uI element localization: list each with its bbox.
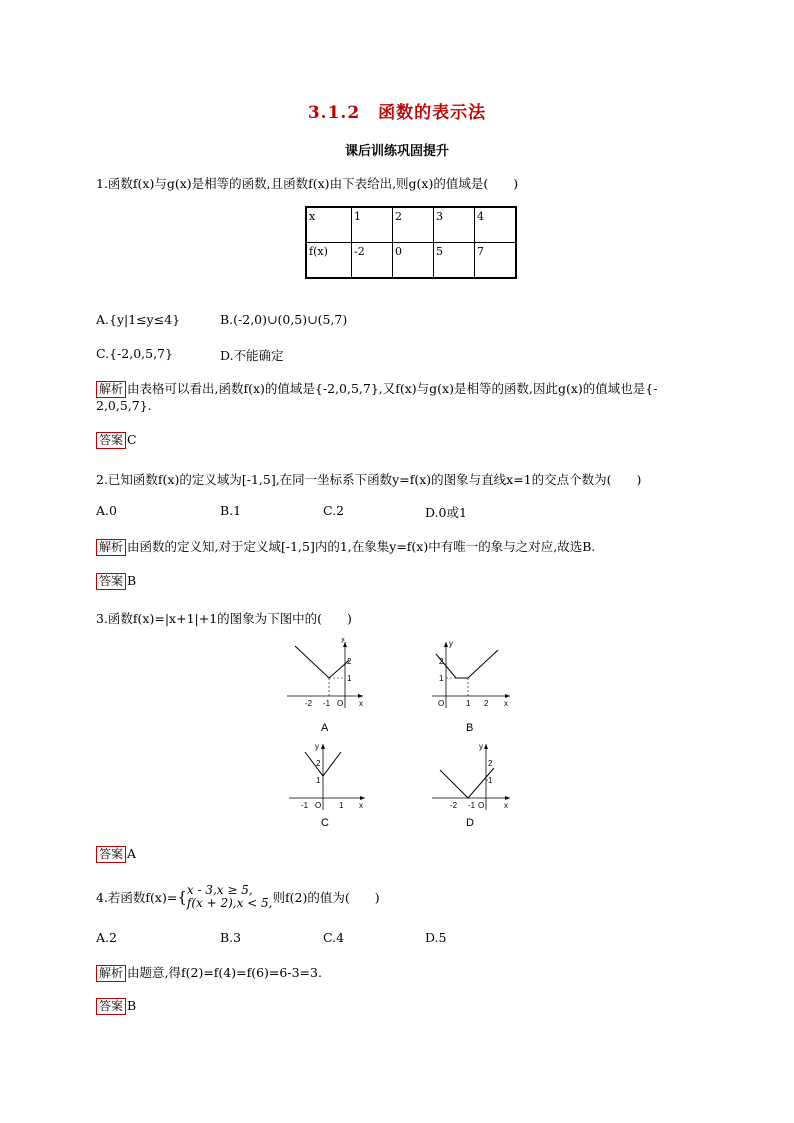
graph-b-x-label: x <box>504 699 508 708</box>
graph-d-origin: O <box>478 801 485 810</box>
table-row <box>306 243 516 279</box>
q4-option-a: A.2 <box>96 930 117 945</box>
analysis-tag: 解析 <box>96 539 126 556</box>
page-title: 3.1.2 函数的表示法 <box>307 103 487 123</box>
table-cell: -2 <box>352 243 393 279</box>
table-cell: x <box>306 207 352 243</box>
q3-answer <box>96 846 136 863</box>
q1-option-c: C.{-2,0,5,7} <box>96 346 173 361</box>
graph-b-x1: 1 <box>466 699 471 708</box>
graph-b-caption: B <box>466 722 474 734</box>
q4-stem <box>96 884 380 914</box>
graph-a-x2: -1 <box>323 699 331 708</box>
q2-answer-value: B <box>127 573 137 588</box>
table-cell: 4 <box>475 207 517 243</box>
graph-b <box>430 638 512 710</box>
q1-answer-value: C <box>127 432 137 447</box>
q4-option-c: C.4 <box>323 930 345 945</box>
graph-d-y1: 1 <box>488 776 493 785</box>
table-cell: 3 <box>434 207 475 243</box>
graph-b-y2: 2 <box>439 657 444 666</box>
graph-d-caption: D <box>466 817 474 829</box>
page-subtitle: 课后训练巩固提升 <box>344 144 449 159</box>
graph-c-origin: O <box>315 801 322 810</box>
graph-c <box>285 740 367 812</box>
q4-case-2: f(x + 2),x < 5, <box>186 896 273 910</box>
answer-tag: 答案 <box>96 846 126 863</box>
graph-a-x1: -2 <box>305 699 313 708</box>
q1-answer <box>96 432 137 449</box>
graph-c-y1: 1 <box>316 776 321 785</box>
q2-analysis <box>96 537 595 556</box>
q4-option-b: B.3 <box>220 930 242 945</box>
q4-analysis <box>96 963 322 982</box>
q1-analysis <box>96 379 657 398</box>
q3-answer-value: A <box>127 846 137 861</box>
graph-a-caption: A <box>321 722 329 734</box>
q2-analysis-text: 由函数的定义知,对于定义域[-1,5]内的1,在象集y=f(x)中有唯一的象与之对应,故选B. <box>127 539 596 554</box>
q1-function-table <box>305 206 517 279</box>
q1-stem: 1.函数f(x)与g(x)是相等的函数,且函数f(x)由下表给出,则g(x)的值域是( ) <box>96 176 519 191</box>
analysis-tag: 解析 <box>96 965 126 982</box>
graph-a-y1: 1 <box>347 674 352 683</box>
graph-a <box>283 638 365 710</box>
q2-option-a: A.0 <box>96 503 117 518</box>
graph-d-x2: -1 <box>468 801 476 810</box>
table-cell: 1 <box>352 207 393 243</box>
q2-option-d: D.0或1 <box>425 505 467 520</box>
q4-option-d: D.5 <box>425 930 447 945</box>
graph-b-x2: 2 <box>484 699 489 708</box>
graph-a-y-label: y <box>341 638 345 643</box>
q4-stem-post: 则f(2)的值为( ) <box>272 890 380 905</box>
q1-option-b: B.(-2,0)∪(0,5)∪(5,7) <box>220 312 348 327</box>
graph-a-origin: O <box>337 699 344 708</box>
graph-c-x2: 1 <box>339 801 344 810</box>
graph-a-y2: 2 <box>347 657 352 666</box>
graph-b-y-label: y <box>449 639 453 648</box>
graph-d <box>430 740 512 812</box>
analysis-tag: 解析 <box>96 381 126 398</box>
graph-c-y2: 2 <box>316 759 321 768</box>
q4-analysis-text: 由题意,得f(2)=f(4)=f(6)=6-3=3. <box>127 965 322 980</box>
q4-stem-pre: 4.若函数f(x)= <box>96 890 178 905</box>
table-cell: 0 <box>393 243 434 279</box>
table-row <box>306 207 516 243</box>
graph-b-y1: 1 <box>439 674 444 683</box>
q2-answer <box>96 573 136 590</box>
graph-c-x-label: x <box>359 801 363 810</box>
graph-d-x-label: x <box>504 801 508 810</box>
answer-tag: 答案 <box>96 573 126 590</box>
graph-c-x1: -1 <box>301 801 309 810</box>
table-cell: f(x) <box>306 243 352 279</box>
table-cell: 2 <box>393 207 434 243</box>
q1-option-d: D.不能确定 <box>220 348 284 363</box>
q4-brace: { <box>177 887 187 906</box>
graph-c-y-label: y <box>315 742 319 751</box>
q4-answer <box>96 998 136 1015</box>
q2-stem: 2.已知函数f(x)的定义域为[-1,5],在同一坐标系下函数y=f(x)的图象与直线x=1的交点个数为( ) <box>96 472 642 487</box>
q4-answer-value: B <box>127 998 137 1013</box>
answer-tag: 答案 <box>96 998 126 1015</box>
q4-case-1: x - 3,x ≥ 5, <box>186 883 253 897</box>
graph-a-x-label: x <box>359 699 363 708</box>
graph-d-x1: -2 <box>450 801 458 810</box>
answer-tag: 答案 <box>96 432 126 449</box>
graph-d-y2: 2 <box>488 759 493 768</box>
q3-stem: 3.函数f(x)=|x+1|+1的图象为下图中的( ) <box>96 611 352 626</box>
table-cell: 5 <box>434 243 475 279</box>
q1-analysis-cont: 2,0,5,7}. <box>96 398 152 413</box>
q2-option-c: C.2 <box>323 503 345 518</box>
graph-c-caption: C <box>321 817 329 829</box>
graph-d-y-label: y <box>479 742 483 751</box>
table-cell: 7 <box>475 243 517 279</box>
q2-option-b: B.1 <box>220 503 242 518</box>
graph-b-origin: O <box>438 699 445 708</box>
q1-analysis-text: 由表格可以看出,函数f(x)的值域是{-2,0,5,7},又f(x)与g(x)是相等的函数,因此g(x)的值域也是{- <box>127 381 658 396</box>
q1-option-a: A.{y|1≤y≤4} <box>96 312 181 327</box>
